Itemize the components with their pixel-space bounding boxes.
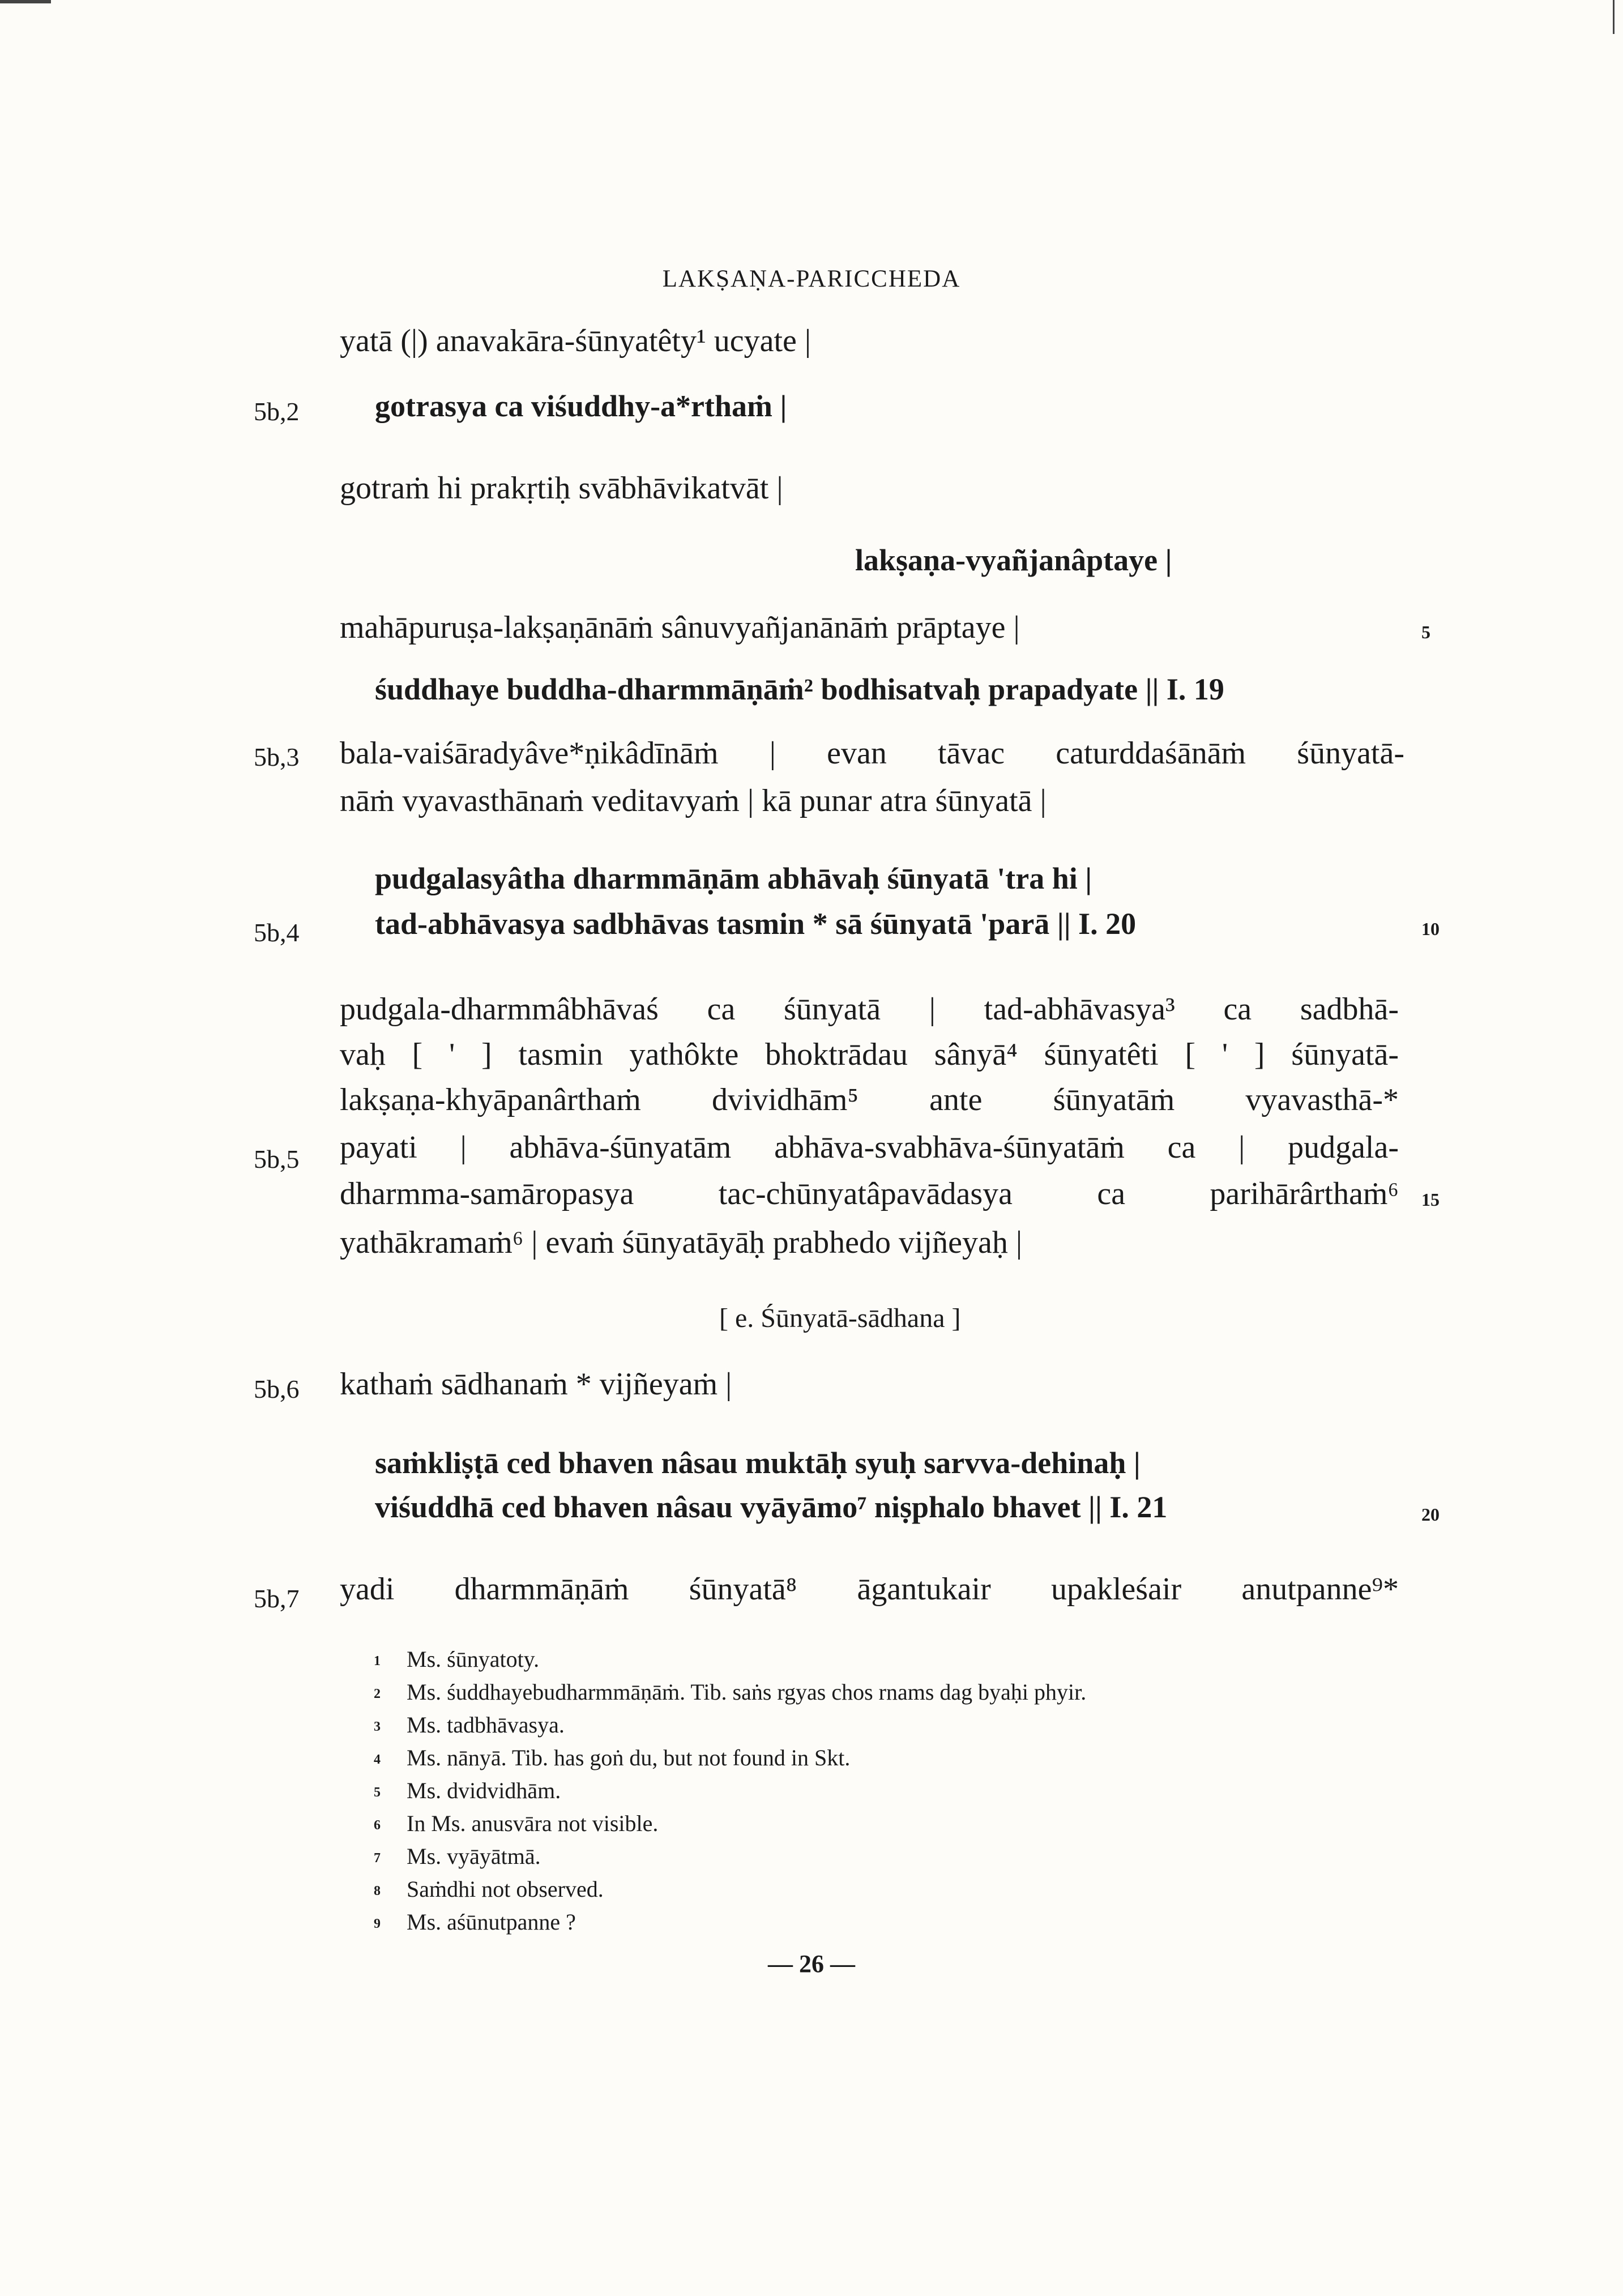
footnote-text: Ms. vyāyātmā. <box>407 1843 541 1869</box>
text-line: kathaṁ sādhanaṁ * vijñeyaṁ | <box>340 1367 732 1402</box>
footnote <box>374 1876 604 1902</box>
footnote-text: Ms. nānyā. Tib. has goṅ du, but not found in Skt. <box>407 1745 851 1770</box>
footnote-number: 1 <box>374 1654 381 1669</box>
text-line: vaḥ [ ' ] tasmin yathôkte bhoktrādau sânyā⁴ śūnyatêti [ ' ] śūnyatā- <box>340 1037 1399 1072</box>
footnote-number: 5 <box>374 1785 381 1800</box>
footnote <box>374 1810 658 1837</box>
verse-line: gotrasya ca viśuddhy-a*rthaṁ | <box>375 389 787 423</box>
text-line: bala-vaiśāradyâve*ṇikâdīnāṁ | evan tāvac caturddaśānāṁ śūnyatā- <box>340 736 1404 771</box>
text-line: yatā (|) anavakāra-śūnyatêty¹ ucyate | <box>340 323 812 359</box>
footnote-number: 7 <box>374 1851 381 1866</box>
text-line: yathākramaṁ⁶ | evaṁ śūnyatāyāḥ prabhedo vijñeyaḥ | <box>340 1225 1023 1260</box>
footnote <box>374 1777 561 1804</box>
footnote-text: Ms. tadbhāvasya. <box>407 1712 565 1738</box>
text-line: nāṁ vyavasthānaṁ veditavyaṁ | kā punar atra śūnyatā | <box>340 783 1047 818</box>
footnote <box>374 1679 1086 1705</box>
scan-artifact-right-edge <box>1613 0 1615 34</box>
manuscript-ref: 5b,4 <box>254 918 300 947</box>
line-number: 15 <box>1421 1189 1440 1210</box>
footnote-text: Ms. aśūnutpanne ? <box>407 1909 576 1935</box>
verse-line: tad-abhāvasya sadbhāvas tasmin * sā śūnyatā 'parā || I. 20 <box>375 907 1137 941</box>
footnote-text: Ms. dvidvidhām. <box>407 1778 561 1803</box>
verse-line: viśuddhā ced bhaven nâsau vyāyāmo⁷ niṣphalo bhavet || I. 21 <box>375 1490 1168 1524</box>
running-header: LAKṢAṆA-PARICCHEDA <box>662 266 961 292</box>
verse-line: śuddhaye buddha-dharmmāṇāṁ² bodhisatvaḥ prapadyate || I. 19 <box>375 672 1224 706</box>
footnote <box>374 1646 539 1672</box>
line-number: 10 <box>1421 919 1440 939</box>
footnote <box>374 1843 541 1870</box>
manuscript-ref: 5b,5 <box>254 1145 300 1173</box>
footnote <box>374 1744 850 1771</box>
footnote-number: 6 <box>374 1818 381 1833</box>
footnote-number: 8 <box>374 1884 381 1899</box>
line-number: 20 <box>1421 1504 1440 1525</box>
text-line: dharmma-samāropasya tac-chūnyatâpavādasya ca parihārârthaṁ⁶ <box>340 1176 1399 1211</box>
footnote <box>374 1712 565 1738</box>
line-number: 5 <box>1421 622 1430 642</box>
footnote-number: 9 <box>374 1917 381 1932</box>
text-line: lakṣaṇa-khyāpanârthaṁ dvividhām⁵ ante śūnyatāṁ vyavasthā-* <box>340 1082 1399 1117</box>
manuscript-ref: 5b,2 <box>254 397 300 426</box>
page-number: — 26 — <box>768 1950 855 1978</box>
manuscript-ref: 5b,7 <box>254 1584 300 1613</box>
text-line: gotraṁ hi prakṛtiḥ svābhāvikatvāt | <box>340 471 783 506</box>
verse-line: saṁkliṣṭā ced bhaven nâsau muktāḥ syuḥ sarvva-dehinaḥ | <box>375 1446 1141 1480</box>
text-line: mahāpuruṣa-lakṣaṇānāṁ sânuvyañjanānāṁ prāptaye | <box>340 610 1020 645</box>
footnote-number: 2 <box>374 1687 381 1702</box>
manuscript-ref: 5b,6 <box>254 1375 300 1403</box>
footnote-text: Ms. śūnyatoty. <box>407 1646 540 1672</box>
footnote-text: In Ms. anusvāra not visible. <box>407 1811 659 1836</box>
scan-artifact-top-left <box>0 0 51 3</box>
manuscript-ref: 5b,3 <box>254 742 300 771</box>
text-line: yadi dharmmāṇāṁ śūnyatā⁸ āgantukair upakleśair anutpanne⁹* <box>340 1572 1399 1607</box>
verse-line: pudgalasyâtha dharmmāṇām abhāvaḥ śūnyatā 'tra hi | <box>375 861 1092 895</box>
footnote-text: Saṁdhi not observed. <box>407 1876 604 1902</box>
section-heading: [ e. Śūnyatā-sādhana ] <box>719 1303 961 1333</box>
footnote-text: Ms. śuddhayebudharmmāṇāṁ. Tib. saṅs rgyas chos rnams dag byaḥi phyir. <box>407 1679 1087 1705</box>
text-line: payati | abhāva-śūnyatām abhāva-svabhāva-śūnyatāṁ ca | pudgala- <box>340 1130 1399 1165</box>
text-line: pudgala-dharmmâbhāvaś ca śūnyatā | tad-abhāvasya³ ca sadbhā- <box>340 992 1399 1027</box>
footnote-number: 4 <box>374 1752 381 1768</box>
footnote <box>374 1909 576 1935</box>
verse-line: lakṣaṇa-vyañjanâptaye | <box>855 543 1172 577</box>
footnote-number: 3 <box>374 1719 381 1735</box>
